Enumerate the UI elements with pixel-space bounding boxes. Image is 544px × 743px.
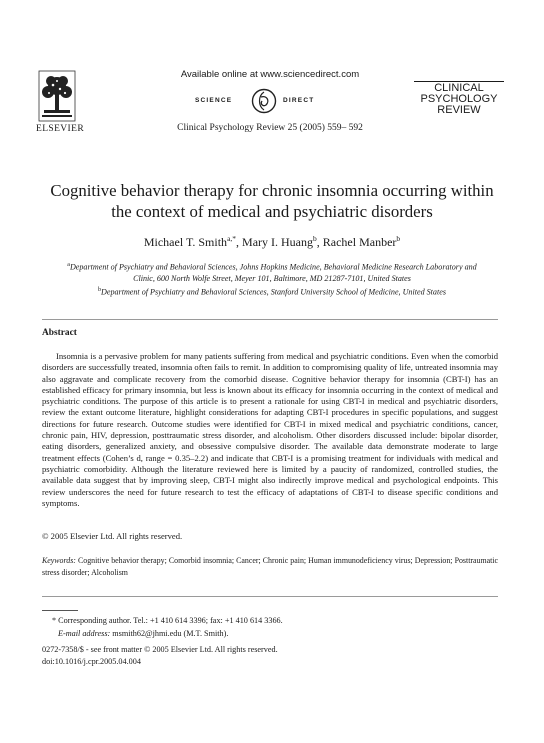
journal-citation: Clinical Psychology Review 25 (2005) 559– 592 bbox=[177, 123, 363, 133]
section-divider bbox=[42, 319, 498, 320]
abstract-body: Insomnia is a pervasive problem for many patients suffering from medical and psychiatric conditions. Even when the comorbid disorders are successfully treated, insomnia often fails to remit. In addition to compromising quality of life, untreated insomnia may also aggravate and complicate recovery from the comorbid disease. Cognitive behavior therapy for insomnia (CBT-I) has an established efficacy for primary insomnia, but less is known about its efficacy for insomnia occurring in the context of medical and psychiatric conditions. The purpose of this article is to present a rationale for using CBT-I in medical and psychiatric disorders, review the extant outcome literature, highlight considerations for adapting CBT-I procedures in specific populations, and suggest directions for future research. Outcome studies were identified for CBT-I in mixed medical and psychiatric conditions, cancer, chronic pain, HIV, depression, posttraumatic stress disorder, and alcoholism. Other disorders discussed include: bipolar disorder, eating disorders, generalized anxiety, and obsessive compulsive disorder. The available data demonstrate moderate to large treatment effects (Cohen’s d, range = 0.35–2.2) and indicate that CBT-I is a promising treatment for individuals with medical and psychiatric comorbidity. Although the literature reviewed here is limited by a paucity of randomized, controlled studies, the available data suggest that by improving sleep, CBT-I might also indirectly improve medical and psychological endpoints. This review underscores the need for future research to test the efficacy of adaptations of CBT-I to disease specific conditions and symptoms. bbox=[42, 351, 498, 508]
keywords-text: Cognitive behavior therapy; Comorbid insomnia; Cancer; Chronic pain; Human immunodeficiency virus; Depression; Posttraumatic stress disorder; Alcoholism bbox=[42, 556, 498, 577]
affiliation-mark: b bbox=[98, 286, 102, 293]
title-line: Cognitive behavior therapy for chronic insomnia occurring within bbox=[50, 181, 494, 200]
journal-brand-line: PSYCHOLOGY bbox=[420, 93, 498, 105]
affiliation-a bbox=[40, 260, 504, 273]
email-footnote bbox=[58, 629, 228, 638]
issn-line: 0272-7358/$ - see front matter © 2005 Elsevier Ltd. All rights reserved. bbox=[42, 645, 278, 654]
affiliations bbox=[40, 260, 504, 298]
publisher-name: ELSEVIER bbox=[36, 124, 85, 134]
title-line: the context of medical and psychiatric disorders bbox=[111, 202, 433, 221]
email-value: msmith62@jhmi.edu (M.T. Smith). bbox=[110, 629, 229, 638]
abstract-heading: Abstract bbox=[42, 328, 77, 338]
keywords bbox=[42, 555, 498, 578]
journal-brand-line: CLINICAL bbox=[434, 82, 484, 94]
author-list bbox=[30, 234, 514, 250]
author-separator: , bbox=[316, 235, 323, 249]
email-label: E-mail address: bbox=[58, 629, 111, 638]
author-affiliation-mark: b bbox=[396, 234, 401, 243]
sciencedirect-left-word: SCIENCE bbox=[195, 97, 233, 104]
keywords-label: Keywords: bbox=[42, 556, 76, 565]
corresponding-author-footnote: * Corresponding author. Tel.: +1 410 614 3396; fax: +1 410 614 3366. bbox=[52, 616, 283, 625]
author-name: Rachel Manber bbox=[322, 235, 397, 249]
author-affiliation-mark: b bbox=[313, 234, 317, 243]
author-separator: , bbox=[236, 235, 243, 249]
footnote-rule bbox=[42, 610, 78, 611]
affiliation-mark: a bbox=[67, 262, 70, 268]
sciencedirect-right-word: DIRECT bbox=[283, 97, 315, 104]
section-divider bbox=[42, 596, 498, 597]
author-affiliation-mark: a,* bbox=[227, 234, 237, 243]
journal-brand bbox=[414, 83, 504, 116]
affiliation-b bbox=[40, 285, 504, 298]
abstract-copyright: © 2005 Elsevier Ltd. All rights reserved. bbox=[42, 531, 183, 541]
elsevier-tree-logo-icon bbox=[38, 70, 76, 125]
author-name: Mary I. Huang bbox=[242, 235, 314, 249]
affiliation-text: Clinic, 600 North Wolfe Street, Meyer 101, Baltimore, MD 21287-7101, United States bbox=[133, 274, 411, 284]
sciencedirect-logo bbox=[195, 88, 355, 114]
doi-line: doi:10.1016/j.cpr.2005.04.004 bbox=[42, 657, 141, 666]
journal-brand-line: REVIEW bbox=[437, 104, 481, 116]
affiliation-text: Department of Psychiatry and Behavioral Sciences, Johns Hopkins Medicine, Behavioral Medicine Research Laboratory and bbox=[69, 262, 477, 272]
sciencedirect-at-icon bbox=[251, 88, 277, 114]
author-name: Michael T. Smith bbox=[143, 235, 228, 249]
available-online-text: Available online at www.sciencedirect.com bbox=[180, 69, 360, 80]
article-title bbox=[30, 180, 514, 222]
affiliation-text: Department of Psychiatry and Behavioral Sciences, Stanford University School of Medicine, United States bbox=[101, 287, 446, 297]
